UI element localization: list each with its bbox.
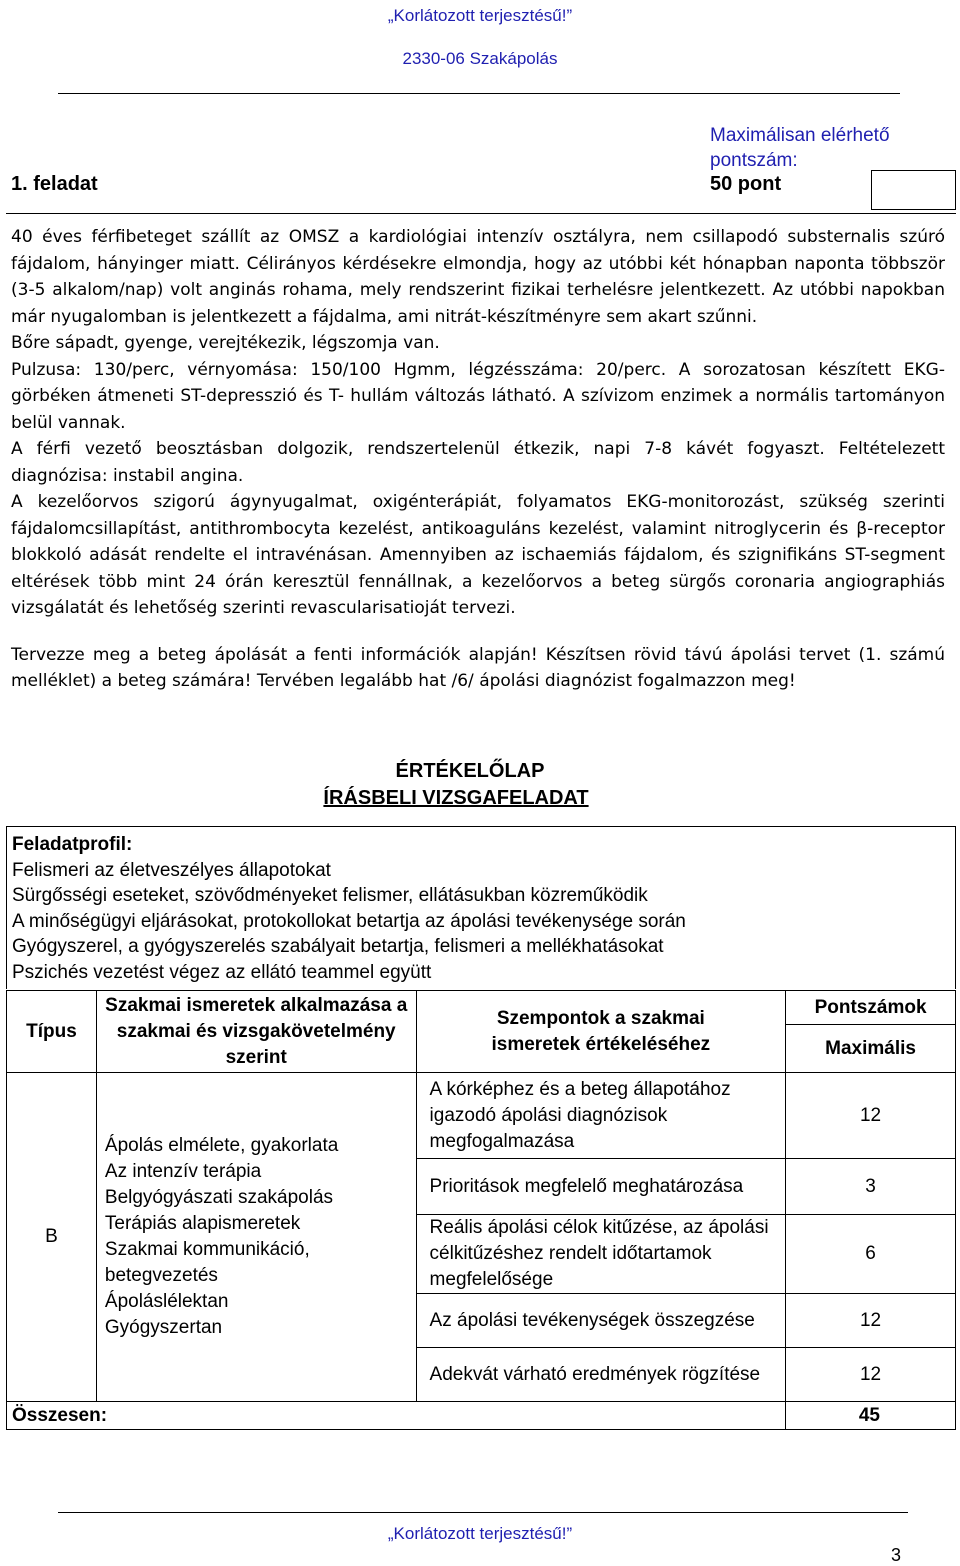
max-points-label-line1: Maximálisan elérhető bbox=[710, 125, 890, 146]
header-exam-code: 2330-06 Szakápolás bbox=[402, 49, 558, 68]
topic-item: Ápoláslélektan bbox=[104, 1291, 229, 1312]
max-points-value: 50 pont bbox=[710, 173, 782, 195]
topic-item: Az intenzív terápia bbox=[104, 1161, 262, 1182]
criterion-cell: Az ápolási tevékenységek összegzése bbox=[416, 1294, 786, 1348]
topic-item: Belgyógyászati szakápolás bbox=[104, 1187, 334, 1208]
points-cell: 12 bbox=[786, 1348, 956, 1402]
case-description bbox=[11, 224, 945, 695]
profile-item: Felismeri az életveszélyes állapotokat bbox=[12, 859, 331, 881]
score-box[interactable] bbox=[871, 170, 956, 210]
topic-item: Gyógyszertan bbox=[104, 1317, 223, 1338]
points-cell: 3 bbox=[786, 1159, 956, 1215]
header-type: Típus bbox=[7, 991, 97, 1073]
points-cell: 12 bbox=[786, 1073, 956, 1159]
criterion-cell: Adekvát várható eredmények rögzítése bbox=[416, 1348, 786, 1402]
criterion-cell: Prioritások megfelelő meghatározása bbox=[416, 1159, 786, 1215]
topic-item: Ápolás elmélete, gyakorlata bbox=[104, 1135, 339, 1156]
max-points-label-line2: pontszám: bbox=[710, 150, 798, 171]
max-points-label bbox=[710, 123, 890, 173]
header-rule bbox=[58, 93, 900, 94]
grading-table bbox=[6, 990, 956, 1430]
profile-item: Sürgősségi eseteket, szövődményeket felismer, ellátásukban közreműködik bbox=[12, 885, 648, 907]
type-value: B bbox=[7, 1073, 97, 1402]
topics-cell bbox=[96, 1073, 416, 1402]
case-paragraph-5: A kezelőorvos szigorú ágynyugalmat, oxigénterápiát, folyamatos EKG-monitorozást, szükség szerinti fájdalomcsillapítást, antithrombocyta kezelést, antikoaguláns kezelést, valamint nitroglycerin és β-receptor blokkoló adását rendelte el intravénásan. Amennyiben az ischaemiás fájdalom, és szignifikáns ST-segment eltérések több mint 24 órán keresztül fennállnak, a kezelőorvos a beteg sürgős coronaria angiographiás vizsgálatát és lehetőség szerinti revascularisatioját tervezi. bbox=[11, 492, 945, 618]
case-paragraph-3: Pulzusa: 130/perc, vérnyomása: 150/100 Hgmm, légzésszáma: 20/perc. A sorozatosan készített EKG-görbéken átmeneti ST-depresszió és T- hullám változás látható. A szívizom enzimek a normális tartományon belül vannak. bbox=[11, 359, 945, 433]
page-number: 3 bbox=[891, 1545, 902, 1565]
topic-item: Terápiás alapismeretek bbox=[104, 1213, 301, 1234]
criterion-cell: Reális ápolási célok kitűzése, az ápolási célkitűzéshez rendelt időtartamok megfelelősége bbox=[416, 1215, 786, 1294]
header-restriction: „Korlátozott terjesztésű!” bbox=[387, 6, 573, 25]
profile-label: Feladatprofil: bbox=[12, 834, 133, 855]
task-instruction: Tervezze meg a beteg ápolását a fenti információk alapján! Készítsen rövid távú ápolási tervet (1. számú melléklet) a beteg számára! Tervében legalább hat /6/ ápolási diagnózist fogalmazzon meg! bbox=[11, 644, 945, 691]
task-profile bbox=[6, 826, 956, 989]
evaluation-subtitle: ÍRÁSBELI VIZSGAFELADAT bbox=[323, 787, 589, 809]
task-rule bbox=[6, 213, 956, 214]
total-value: 45 bbox=[786, 1402, 956, 1430]
profile-item: Pszichés vezetést végez az ellátó teammel együtt bbox=[12, 961, 432, 983]
total-row bbox=[7, 1402, 956, 1430]
total-label: Összesen: bbox=[7, 1402, 786, 1430]
case-paragraph-4: A férfi vezető beosztásban dolgozik, rendszertelenül étkezik, napi 7-8 kávét fogyaszt. Feltételezett diagnózisa: instabil angina. bbox=[11, 439, 945, 486]
header-knowledge: Szakmai ismeretek alkalmazása a szakmai és vizsgakövetelmény szerint bbox=[96, 991, 416, 1073]
case-paragraph-2: Bőre sápadt, gyenge, verejtékezik, légszomja van. bbox=[11, 333, 440, 353]
task-title: 1. feladat bbox=[11, 173, 98, 195]
header-max-points: Maximális bbox=[786, 1025, 956, 1073]
header-criteria: Szempontok a szakmai ismeretek értékeléséhez bbox=[416, 991, 786, 1073]
topic-item: Szakmai kommunikáció, betegvezetés bbox=[104, 1239, 310, 1286]
footer-restriction: „Korlátozott terjesztésű!” bbox=[387, 1524, 573, 1543]
points-cell: 6 bbox=[786, 1215, 956, 1294]
criterion-cell: A kórképhez és a beteg állapotához igazodó ápolási diagnózisok megfogalmazása bbox=[416, 1073, 786, 1159]
evaluation-title: ÉRTÉKELŐLAP bbox=[395, 760, 545, 782]
points-cell: 12 bbox=[786, 1294, 956, 1348]
footer-rule bbox=[58, 1512, 908, 1513]
table-row bbox=[7, 1073, 956, 1159]
profile-item: Gyógyszerel, a gyógyszerelés szabályait betartja, felismeri a mellékhatásokat bbox=[12, 936, 664, 958]
header-points: Pontszámok bbox=[786, 991, 956, 1025]
case-paragraph-1: 40 éves férfibeteget szállít az OMSZ a kardiológiai intenzív osztályra, nem csillapodó substernalis szúró fájdalom, hányinger miatt. Célirányos kérdésekre elmondja, hogy az utóbbi két hónapban naponta többször (3-5 alkalom/nap) volt anginás rohama, mely rendszerint fizikai terhelésre jelentkezett. Az utóbbi napokban már nyugalomban is jelentkezett a fájdalma, ami nitrát-készítményre sem akart szűnni. bbox=[11, 227, 945, 327]
profile-item: A minőségügyi eljárásokat, protokollokat betartja az ápolási tevékenysége során bbox=[12, 910, 686, 932]
